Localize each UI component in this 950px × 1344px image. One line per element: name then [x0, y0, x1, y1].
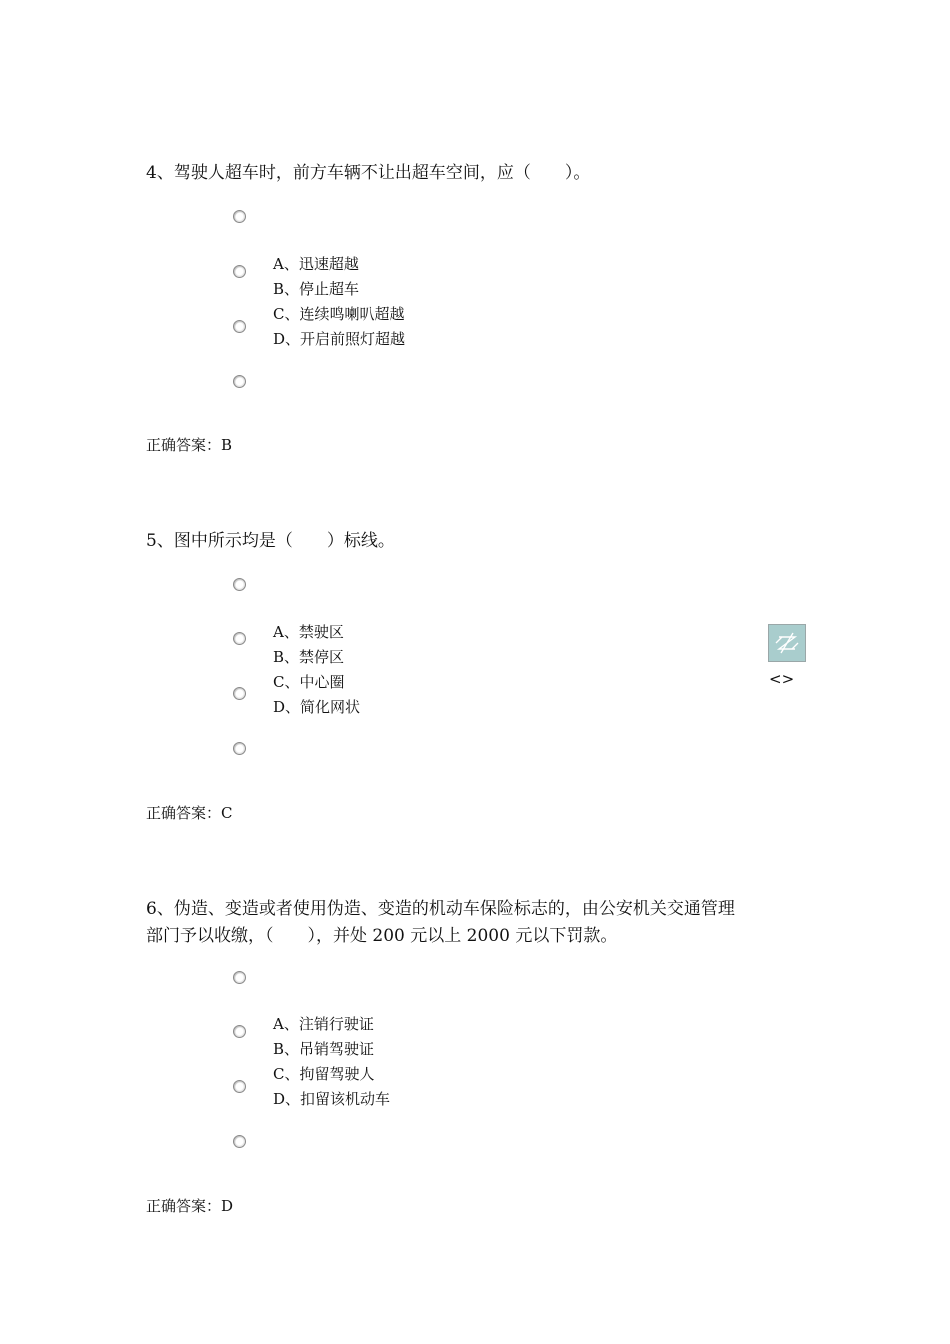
option-b: B、停止超车: [273, 280, 360, 298]
radio-option-q6-4[interactable]: [233, 1135, 246, 1148]
option-c: C、拘留驾驶人: [273, 1065, 375, 1083]
option-d: D、简化网状: [273, 698, 361, 716]
question-5-options: [273, 620, 360, 720]
question-6-line-2: 部门予以收缴，（ ），并处 200 元以上 2000 元以下罚款。: [146, 926, 618, 946]
radio-option-q6-1[interactable]: [233, 971, 246, 984]
radio-option-q5-4[interactable]: [233, 742, 246, 755]
option-c: C、中心圈: [273, 673, 345, 691]
question-5-text: 5、图中所示均是（ ）标线。: [146, 531, 395, 551]
question-6-text: [146, 896, 735, 950]
question-6-line-1: 6、伪造、变造或者使用伪造、变造的机动车保险标志的，由公安机关交通管理: [146, 899, 735, 919]
question-6-options: [273, 1012, 390, 1112]
answer-value: C: [221, 804, 233, 822]
radio-option-q6-2[interactable]: [233, 1025, 246, 1038]
answer-label: 正确答案：: [146, 1197, 222, 1215]
radio-option-q4-3[interactable]: [233, 320, 246, 333]
option-a: A、禁驶区: [273, 623, 344, 641]
radio-option-q6-3[interactable]: [233, 1080, 246, 1093]
option-b: B、吊销驾驶证: [273, 1040, 375, 1058]
question-4-options: [273, 252, 405, 352]
option-a: A、注销行驶证: [273, 1015, 374, 1033]
answer-value: B: [221, 436, 233, 454]
radio-option-q5-2[interactable]: [233, 632, 246, 645]
answer-label: 正确答案：: [146, 804, 222, 822]
question-6-answer: [146, 1195, 233, 1216]
radio-option-q5-3[interactable]: [233, 687, 246, 700]
answer-value: D: [221, 1197, 234, 1215]
radio-option-q5-1[interactable]: [233, 578, 246, 591]
radio-option-q4-4[interactable]: [233, 375, 246, 388]
option-d: D、扣留该机动车: [273, 1090, 391, 1108]
broken-image-icon: [768, 624, 806, 662]
question-4-answer: [146, 434, 232, 455]
option-d: D、开启前照灯超越: [273, 330, 406, 348]
code-glyph: <>: [769, 670, 795, 688]
radio-option-q4-1[interactable]: [233, 210, 246, 223]
question-5-answer: [146, 802, 233, 823]
option-c: C、连续鸣喇叭超越: [273, 305, 405, 323]
answer-label: 正确答案：: [146, 436, 222, 454]
question-4-text: 4、驾驶人超车时，前方车辆不让出超车空间，应（ ）。: [146, 163, 591, 183]
option-a: A、迅速超越: [273, 255, 359, 273]
option-b: B、禁停区: [273, 648, 345, 666]
radio-option-q4-2[interactable]: [233, 265, 246, 278]
